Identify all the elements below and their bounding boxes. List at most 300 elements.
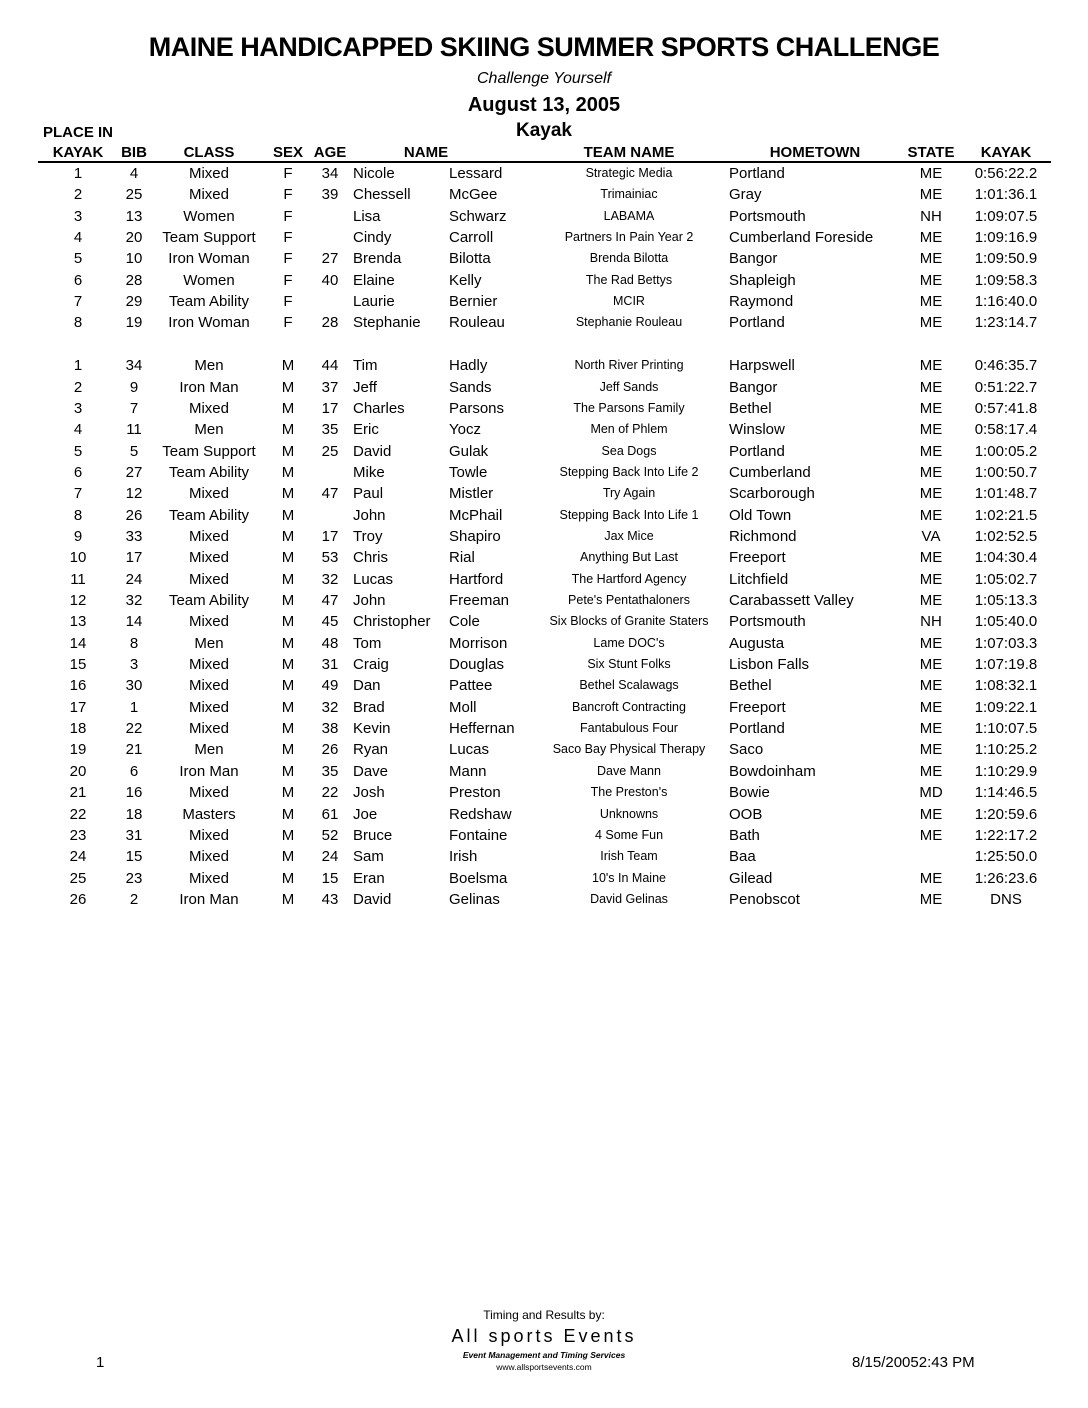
table-row bbox=[0, 782, 1088, 803]
cell-time: 1:07:19.8 bbox=[974, 656, 1038, 674]
cell-time: 1:00:50.7 bbox=[974, 463, 1038, 481]
cell-time: DNS bbox=[990, 890, 1022, 908]
cell-time: 0:51:22.7 bbox=[974, 378, 1038, 396]
column-header-time: KAYAK bbox=[980, 144, 1032, 161]
cell-last: Mann bbox=[449, 762, 487, 780]
cell-sex: F bbox=[283, 229, 293, 247]
cell-age: 39 bbox=[321, 186, 339, 204]
cell-bib: 34 bbox=[125, 357, 143, 375]
cell-first: Jeff bbox=[353, 378, 377, 396]
cell-time: 1:02:21.5 bbox=[974, 506, 1038, 524]
cell-place: 25 bbox=[69, 869, 87, 887]
cell-team: The Rad Bettys bbox=[585, 272, 673, 287]
cell-sex: M bbox=[281, 613, 295, 631]
cell-bib: 5 bbox=[129, 442, 139, 460]
cell-last: Hartford bbox=[449, 570, 504, 588]
cell-bib: 11 bbox=[126, 421, 142, 439]
cell-team: Six Blocks of Granite Staters bbox=[549, 614, 709, 629]
cell-time: 1:00:05.2 bbox=[974, 442, 1038, 460]
table-row bbox=[0, 569, 1088, 590]
cell-team: The Preston's bbox=[590, 785, 668, 800]
cell-bib: 31 bbox=[125, 826, 143, 844]
cell-time: 1:05:13.3 bbox=[974, 592, 1038, 609]
cell-time: 1:08:32.1 bbox=[974, 677, 1038, 695]
cell-bib: 32 bbox=[125, 592, 143, 609]
cell-time: 1:05:40.0 bbox=[974, 613, 1038, 631]
cell-last: Preston bbox=[449, 784, 501, 802]
cell-first: Eran bbox=[353, 869, 385, 887]
cell-bib: 8 bbox=[129, 634, 139, 652]
cell-place: 19 bbox=[69, 741, 87, 759]
cell-state: ME bbox=[919, 592, 943, 609]
cell-team: Jeff Sands bbox=[599, 379, 659, 394]
cell-place: 21 bbox=[69, 784, 87, 802]
cell-first: Paul bbox=[353, 485, 384, 503]
cell-time: 1:09:07.5 bbox=[974, 207, 1038, 225]
cell-class: Men bbox=[194, 741, 224, 759]
cell-state: NH bbox=[920, 613, 942, 631]
cell-hometown: Carabassett Valley bbox=[729, 592, 854, 609]
cell-state: ME bbox=[919, 826, 943, 844]
cell-first: Chris bbox=[353, 549, 389, 567]
cell-team: The Hartford Agency bbox=[571, 571, 687, 586]
table-row bbox=[0, 761, 1088, 782]
cell-class: Mixed bbox=[188, 677, 229, 695]
cell-class: Mixed bbox=[188, 656, 229, 674]
cell-team: Unknowns bbox=[599, 806, 659, 821]
cell-state: ME bbox=[919, 378, 943, 396]
cell-sex: M bbox=[281, 784, 295, 802]
cell-state: VA bbox=[921, 527, 941, 545]
cell-last: Irish bbox=[449, 848, 478, 866]
cell-state: ME bbox=[919, 293, 943, 311]
cell-team: Bancroft Contracting bbox=[572, 699, 686, 714]
cell-state: ME bbox=[919, 165, 943, 182]
cell-state: ME bbox=[919, 186, 943, 204]
table-row bbox=[0, 718, 1088, 739]
table-row bbox=[0, 675, 1088, 696]
cell-first: Elaine bbox=[353, 271, 395, 289]
cell-sex: M bbox=[281, 826, 295, 844]
table-row bbox=[0, 547, 1088, 568]
cell-last: Boelsma bbox=[449, 869, 508, 887]
cell-team: Sea Dogs bbox=[601, 443, 657, 458]
cell-class: Team Ability bbox=[168, 592, 250, 609]
cell-time: 1:09:16.9 bbox=[974, 229, 1038, 247]
cell-class: Mixed bbox=[188, 613, 229, 631]
cell-sex: M bbox=[281, 549, 295, 567]
cell-age: 25 bbox=[321, 442, 339, 460]
cell-hometown: Cumberland Foreside bbox=[729, 229, 874, 247]
cell-sex: M bbox=[281, 762, 295, 780]
cell-age: 45 bbox=[321, 613, 339, 631]
cell-bib: 24 bbox=[125, 570, 143, 588]
cell-hometown: Portsmouth bbox=[729, 613, 806, 631]
cell-last: Bernier bbox=[449, 293, 498, 311]
cell-sex: M bbox=[281, 741, 295, 759]
cell-age: 27 bbox=[321, 250, 339, 268]
cell-first: Ryan bbox=[353, 741, 389, 759]
table-row bbox=[0, 377, 1088, 398]
cell-first: John bbox=[353, 506, 386, 524]
cell-class: Team Ability bbox=[168, 506, 250, 524]
cell-first: Brad bbox=[353, 698, 385, 716]
cell-first: Mike bbox=[353, 463, 385, 481]
cell-bib: 28 bbox=[125, 271, 143, 289]
cell-bib: 14 bbox=[125, 613, 143, 631]
cell-state: ME bbox=[919, 506, 943, 524]
cell-bib: 26 bbox=[125, 506, 143, 524]
cell-place: 3 bbox=[73, 207, 83, 225]
cell-place: 6 bbox=[73, 463, 83, 481]
cell-age: 22 bbox=[321, 784, 339, 802]
column-header-team: TEAM NAME bbox=[583, 144, 675, 161]
cell-last: Moll bbox=[449, 698, 477, 716]
cell-sex: F bbox=[283, 207, 293, 225]
cell-team: Trimainiac bbox=[600, 187, 658, 202]
cell-age: 52 bbox=[321, 826, 339, 844]
cell-place: 4 bbox=[73, 229, 83, 247]
cell-last: Towle bbox=[449, 463, 488, 481]
table-row bbox=[0, 206, 1088, 227]
cell-place: 26 bbox=[69, 890, 87, 908]
cell-time: 1:01:36.1 bbox=[974, 186, 1038, 204]
table-row bbox=[0, 889, 1088, 910]
cell-team: Six Stunt Folks bbox=[587, 657, 671, 672]
cell-place: 2 bbox=[73, 186, 83, 204]
cell-time: 1:05:02.7 bbox=[974, 570, 1038, 588]
cell-place: 23 bbox=[69, 826, 87, 844]
cell-hometown: Portland bbox=[729, 314, 785, 332]
cell-sex: M bbox=[281, 378, 295, 396]
column-header-sex: SEX bbox=[272, 144, 303, 161]
cell-team: North River Printing bbox=[574, 358, 684, 373]
cell-state: ME bbox=[919, 229, 943, 247]
cell-last: Carroll bbox=[449, 229, 494, 247]
cell-class: Men bbox=[194, 634, 224, 652]
cell-age: 37 bbox=[321, 378, 339, 396]
cell-place: 6 bbox=[73, 271, 83, 289]
cell-bib: 16 bbox=[125, 784, 143, 802]
cell-time: 1:09:50.9 bbox=[974, 250, 1038, 268]
cell-hometown: Bath bbox=[729, 826, 760, 844]
table-row bbox=[0, 227, 1088, 248]
cell-first: John bbox=[353, 592, 386, 609]
table-row bbox=[0, 825, 1088, 846]
cell-last: Rial bbox=[449, 549, 475, 567]
cell-class: Mixed bbox=[188, 399, 229, 417]
cell-last: Sands bbox=[449, 378, 492, 396]
cell-class: Men bbox=[194, 421, 224, 439]
cell-first: Laurie bbox=[353, 293, 395, 311]
column-header-name: NAME bbox=[403, 144, 449, 161]
cell-bib: 29 bbox=[125, 293, 143, 311]
event-name: Kayak bbox=[516, 120, 572, 141]
cell-class: Men bbox=[194, 357, 224, 375]
cell-place: 20 bbox=[69, 762, 87, 780]
cell-hometown: Scarborough bbox=[729, 485, 815, 503]
cell-time: 1:02:52.5 bbox=[974, 527, 1038, 545]
cell-class: Mixed bbox=[188, 186, 229, 204]
cell-team: LABAMA bbox=[603, 208, 655, 223]
cell-age: 48 bbox=[321, 634, 339, 652]
cell-place: 13 bbox=[69, 613, 87, 631]
footer-url: www.allsportsevents.com bbox=[496, 1362, 592, 1372]
cell-sex: M bbox=[281, 399, 295, 417]
cell-bib: 27 bbox=[125, 463, 143, 481]
table-row bbox=[0, 868, 1088, 889]
cell-place: 17 bbox=[69, 698, 87, 716]
cell-hometown: Bowie bbox=[729, 784, 770, 802]
cell-last: Cole bbox=[449, 613, 480, 631]
cell-time: 0:58:17.4 bbox=[974, 421, 1038, 439]
cell-sex: M bbox=[281, 677, 295, 695]
column-header-bib: BIB bbox=[121, 144, 147, 161]
cell-last: Parsons bbox=[449, 399, 505, 417]
cell-time: 1:16:40.0 bbox=[974, 293, 1038, 311]
cell-team: Lame DOC's bbox=[593, 635, 665, 650]
cell-time: 1:14:46.5 bbox=[974, 784, 1038, 802]
table-row bbox=[0, 483, 1088, 504]
table-row bbox=[0, 505, 1088, 526]
cell-sex: F bbox=[283, 186, 293, 204]
cell-last: Douglas bbox=[449, 656, 505, 674]
cell-hometown: Bethel bbox=[729, 677, 772, 695]
cell-sex: M bbox=[281, 890, 295, 908]
cell-last: Shapiro bbox=[449, 527, 501, 545]
cell-last: McGee bbox=[449, 186, 498, 204]
cell-class: Women bbox=[183, 271, 235, 289]
cell-sex: M bbox=[281, 805, 295, 823]
cell-last: Mistler bbox=[449, 485, 494, 503]
table-row bbox=[0, 419, 1088, 440]
cell-bib: 33 bbox=[125, 527, 143, 545]
cell-age: 61 bbox=[321, 805, 339, 823]
cell-first: Josh bbox=[353, 784, 385, 802]
cell-place: 7 bbox=[73, 293, 83, 311]
page-subtitle: Challenge Yourself bbox=[476, 70, 612, 87]
cell-first: Brenda bbox=[353, 250, 402, 268]
printed-timestamp: 8/15/20052:43 PM bbox=[852, 1354, 975, 1371]
cell-sex: F bbox=[283, 271, 293, 289]
cell-sex: F bbox=[283, 165, 293, 182]
table-row bbox=[0, 291, 1088, 312]
cell-team: Strategic Media bbox=[585, 166, 673, 180]
cell-place: 2 bbox=[73, 378, 83, 396]
cell-place: 1 bbox=[73, 165, 83, 182]
cell-class: Mixed bbox=[188, 570, 229, 588]
cell-hometown: Richmond bbox=[729, 527, 797, 545]
cell-class: Team Support bbox=[162, 442, 256, 460]
cell-hometown: Freeport bbox=[729, 549, 786, 567]
cell-hometown: Penobscot bbox=[729, 890, 800, 908]
cell-state: ME bbox=[919, 549, 943, 567]
cell-team: Stephanie Rouleau bbox=[575, 315, 683, 330]
column-header-place-top: PLACE IN bbox=[42, 124, 113, 141]
cell-team: Jax Mice bbox=[604, 528, 654, 543]
cell-first: Bruce bbox=[353, 826, 393, 844]
cell-sex: M bbox=[281, 634, 295, 652]
cell-last: Heffernan bbox=[449, 720, 515, 738]
cell-class: Iron Woman bbox=[168, 314, 250, 332]
cell-place: 10 bbox=[69, 549, 87, 567]
cell-hometown: Bangor bbox=[729, 378, 778, 396]
cell-first: Christopher bbox=[353, 613, 431, 631]
cell-class: Mixed bbox=[188, 527, 229, 545]
cell-bib: 13 bbox=[125, 207, 143, 225]
cell-hometown: OOB bbox=[729, 805, 763, 823]
cell-age: 47 bbox=[321, 485, 339, 503]
cell-time: 1:26:23.6 bbox=[974, 869, 1038, 887]
cell-state: ME bbox=[919, 741, 943, 759]
cell-first: Stephanie bbox=[353, 314, 421, 332]
cell-place: 16 bbox=[69, 677, 87, 695]
cell-hometown: Harpswell bbox=[729, 357, 795, 375]
cell-first: Kevin bbox=[353, 720, 391, 738]
cell-class: Mixed bbox=[188, 485, 229, 503]
cell-sex: M bbox=[281, 485, 295, 503]
cell-last: Lessard bbox=[449, 165, 503, 182]
cell-last: Hadly bbox=[449, 357, 488, 375]
cell-state: ME bbox=[919, 634, 943, 652]
cell-class: Iron Man bbox=[179, 890, 239, 908]
cell-sex: M bbox=[281, 421, 295, 439]
cell-class: Mixed bbox=[188, 869, 229, 887]
table-row bbox=[0, 590, 1088, 611]
cell-first: Tim bbox=[353, 357, 378, 375]
cell-hometown: Bangor bbox=[729, 250, 778, 268]
cell-bib: 4 bbox=[129, 165, 139, 182]
cell-state: ME bbox=[919, 890, 943, 908]
cell-class: Mixed bbox=[188, 848, 229, 866]
cell-team: David Gelinas bbox=[590, 891, 668, 906]
cell-first: Lisa bbox=[353, 207, 381, 225]
cell-class: Team Ability bbox=[168, 463, 250, 481]
cell-first: Eric bbox=[353, 421, 379, 439]
column-header-hometown: HOMETOWN bbox=[769, 144, 861, 161]
cell-first: Tom bbox=[353, 634, 382, 652]
cell-hometown: Litchfield bbox=[729, 570, 789, 588]
cell-last: McPhail bbox=[449, 506, 503, 524]
page-number: 1 bbox=[96, 1354, 105, 1371]
cell-state: NH bbox=[920, 207, 942, 225]
cell-first: Sam bbox=[353, 848, 384, 866]
cell-first: Dan bbox=[353, 677, 381, 695]
cell-hometown: Cumberland bbox=[729, 463, 811, 481]
cell-last: Fontaine bbox=[449, 826, 508, 844]
cell-time: 0:46:35.7 bbox=[974, 357, 1038, 375]
cell-bib: 10 bbox=[125, 250, 143, 268]
cell-state: ME bbox=[919, 485, 943, 503]
cell-age: 17 bbox=[321, 527, 339, 545]
cell-first: Dave bbox=[353, 762, 389, 780]
cell-last: Gulak bbox=[449, 442, 489, 460]
cell-class: Mixed bbox=[188, 165, 229, 182]
cell-class: Mixed bbox=[188, 549, 229, 567]
table-row bbox=[0, 312, 1088, 333]
cell-time: 1:10:29.9 bbox=[974, 762, 1038, 780]
cell-team: Irish Team bbox=[600, 849, 658, 864]
cell-first: David bbox=[353, 442, 392, 460]
table-row bbox=[0, 804, 1088, 825]
cell-team: Anything But Last bbox=[580, 550, 678, 565]
table-row bbox=[0, 611, 1088, 632]
cell-time: 1:23:14.7 bbox=[974, 314, 1038, 332]
cell-first: Troy bbox=[353, 527, 383, 545]
cell-sex: M bbox=[281, 592, 295, 609]
cell-age: 43 bbox=[321, 890, 339, 908]
cell-team: 4 Some Fun bbox=[594, 827, 664, 842]
cell-state: ME bbox=[919, 720, 943, 738]
cell-team: Pete's Pentathaloners bbox=[568, 593, 690, 607]
cell-team: Try Again bbox=[602, 486, 656, 501]
cell-last: Kelly bbox=[449, 271, 482, 289]
cell-age: 34 bbox=[321, 165, 339, 182]
table-row bbox=[0, 697, 1088, 718]
cell-class: Iron Man bbox=[179, 378, 239, 396]
cell-hometown: Shapleigh bbox=[729, 271, 796, 289]
cell-state: ME bbox=[919, 442, 943, 460]
cell-time: 0:57:41.8 bbox=[974, 399, 1038, 417]
footer-tagline: Event Management and Timing Services bbox=[462, 1350, 626, 1360]
column-header-class: CLASS bbox=[183, 144, 235, 161]
cell-team: Brenda Bilotta bbox=[589, 251, 669, 266]
cell-bib: 9 bbox=[129, 378, 139, 396]
cell-place: 5 bbox=[73, 250, 83, 268]
cell-state: ME bbox=[919, 250, 943, 268]
cell-bib: 15 bbox=[125, 848, 143, 866]
table-row bbox=[0, 248, 1088, 269]
cell-team: Dave Mann bbox=[597, 763, 661, 778]
cell-place: 22 bbox=[69, 805, 87, 823]
cell-team: Fantabulous Four bbox=[580, 721, 678, 736]
cell-age: 31 bbox=[321, 656, 339, 674]
cell-bib: 19 bbox=[125, 314, 143, 332]
cell-place: 11 bbox=[70, 570, 86, 588]
cell-bib: 12 bbox=[125, 485, 143, 503]
cell-team: 10's In Maine bbox=[592, 870, 666, 885]
cell-state: ME bbox=[919, 421, 943, 439]
cell-hometown: Bowdoinham bbox=[729, 762, 816, 780]
cell-hometown: Gray bbox=[729, 186, 762, 204]
cell-bib: 30 bbox=[125, 677, 143, 695]
cell-state: ME bbox=[919, 271, 943, 289]
cell-last: Pattee bbox=[449, 677, 493, 695]
cell-class: Mixed bbox=[188, 826, 229, 844]
cell-sex: M bbox=[281, 506, 295, 524]
cell-last: Schwarz bbox=[449, 207, 507, 225]
cell-place: 12 bbox=[69, 592, 87, 609]
cell-age: 32 bbox=[321, 570, 339, 588]
cell-last: Yocz bbox=[449, 421, 481, 439]
cell-bib: 7 bbox=[129, 399, 139, 417]
cell-team: Partners In Pain Year 2 bbox=[564, 230, 694, 245]
cell-bib: 20 bbox=[125, 229, 143, 247]
table-row bbox=[0, 633, 1088, 654]
cell-place: 4 bbox=[73, 421, 83, 439]
cell-time: 1:20:59.6 bbox=[974, 805, 1038, 823]
cell-sex: F bbox=[283, 314, 293, 332]
cell-age: 24 bbox=[321, 848, 339, 866]
cell-state: ME bbox=[919, 357, 943, 375]
cell-bib: 2 bbox=[129, 890, 139, 908]
cell-age: 49 bbox=[321, 677, 339, 695]
footer-credit: Timing and Results by: bbox=[483, 1308, 605, 1322]
event-date: August 13, 2005 bbox=[467, 94, 621, 116]
cell-state: ME bbox=[919, 399, 943, 417]
cell-hometown: Winslow bbox=[729, 421, 785, 439]
cell-time: 1:10:25.2 bbox=[974, 741, 1038, 759]
